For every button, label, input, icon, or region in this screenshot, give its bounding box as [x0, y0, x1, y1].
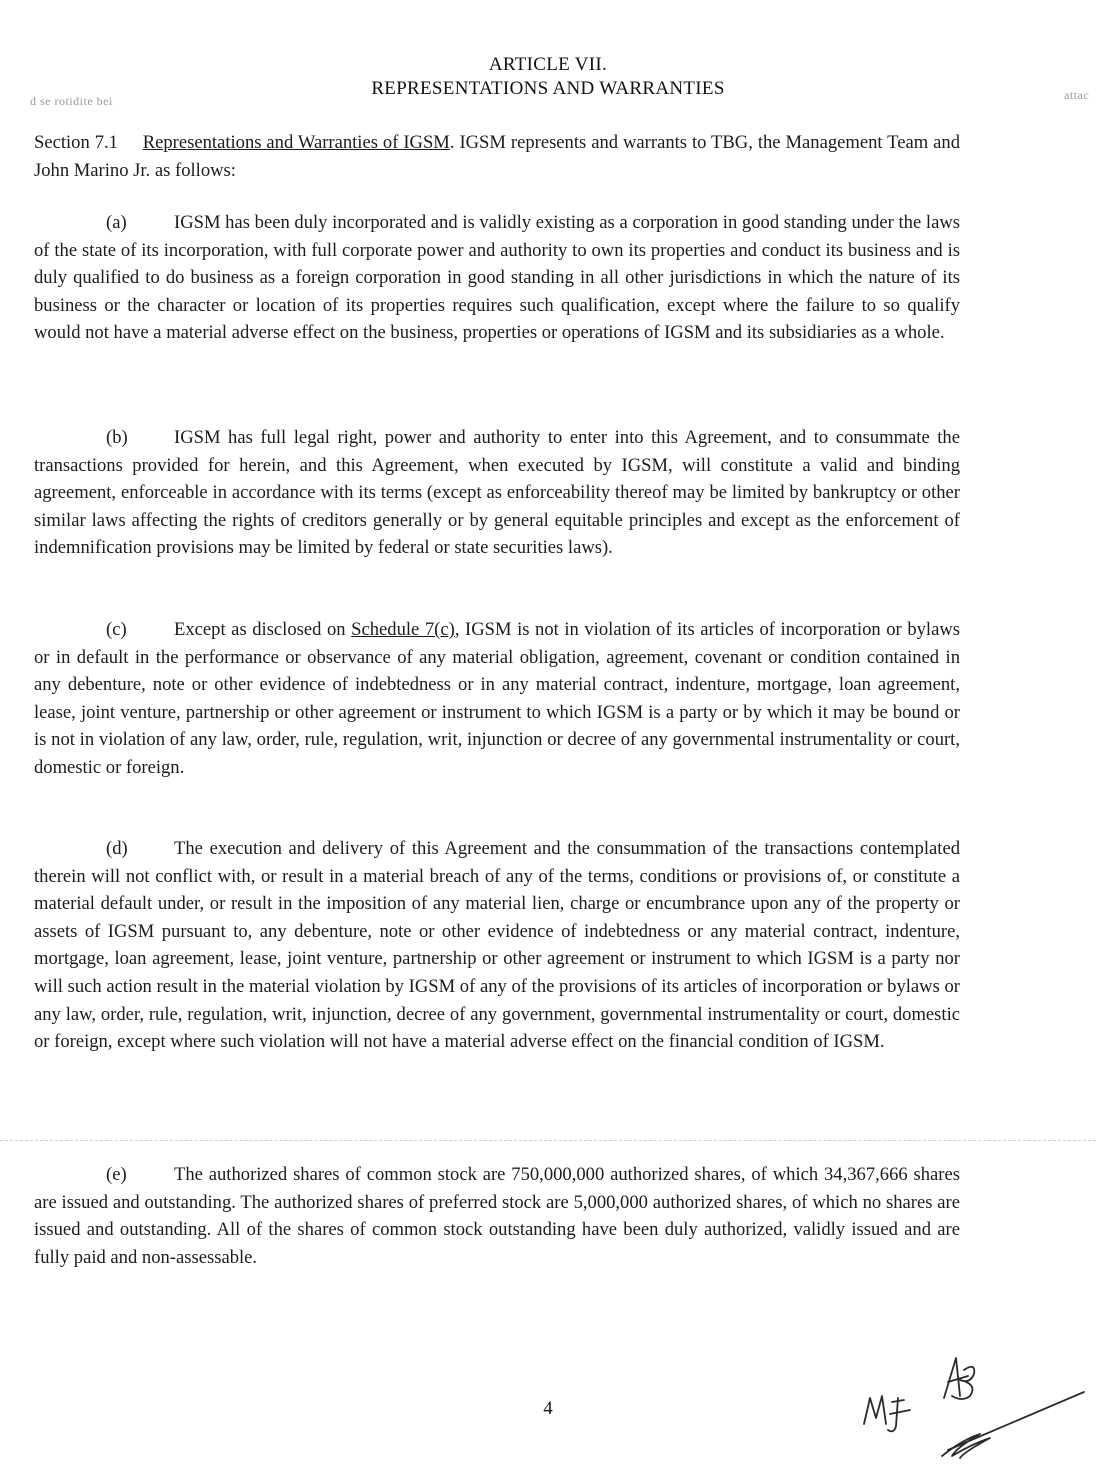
- paragraph-label: (c): [106, 619, 127, 640]
- initials-stroke: [952, 1367, 974, 1399]
- scan-artifact-line: [0, 1140, 1096, 1141]
- paragraph-text: Except as disclosed on: [174, 619, 352, 640]
- section-title: Representations and Warranties of IGSM: [142, 132, 450, 153]
- paragraph-e: [34, 1161, 960, 1271]
- initials-stroke: [944, 1358, 960, 1398]
- paragraph-c: [34, 616, 960, 782]
- margin-note-left: d se rotidite bei: [30, 94, 113, 108]
- section-intro: [34, 129, 960, 184]
- paragraph-text: The authorized shares of common stock are 750,000,000 authorized shares, of which 34,367,666 shares are issued and outstanding. The authorized shares of preferred stock are 5,000,000 authorized shares, of which no shares are issued and outstanding. All of the shares of common stock outstanding have been duly authorized, validly issued and are fully paid and non-assessable.: [34, 1164, 960, 1268]
- paragraph-label: (a): [106, 212, 127, 233]
- article-heading: ARTICLE VII.: [488, 54, 608, 75]
- signature-flourish: [942, 1434, 990, 1458]
- section-intro-text: . IGSM represents and warrants to TBG, the Management Team and John Marino Jr. as follows:: [34, 132, 960, 181]
- initials-stroke: [864, 1396, 886, 1424]
- paragraph-d: [34, 835, 960, 1056]
- article-subheading: REPRESENTATIONS AND WARRANTIES: [371, 78, 725, 99]
- paragraph-text: IGSM has full legal right, power and authority to enter into this Agreement, and to consummate the transactions provided for herein, and this Agreement, when executed by IGSM, will constitute a valid and binding agreement, enforceable in accordance with its terms (except as enforceability thereof may be limited by bankruptcy or other similar laws affecting the rights of creditors generally or by general equitable principles and except as the enforcement of indemnification provisions may be limited by federal or state securities laws).: [34, 427, 960, 559]
- paragraph-b: [34, 424, 960, 562]
- schedule-reference: Schedule 7(c): [351, 619, 455, 640]
- paragraph-label: (d): [106, 838, 128, 859]
- paragraph-text: The execution and delivery of this Agreement and the consummation of the transactions contemplated therein will not conflict with, or result in a material breach of any of the terms, conditions or provisions of, or constitute a material default under, or result in the imposition of any material lien, charge or encumbrance upon any of the property or assets of IGSM pursuant to, any debenture, note or other evidence of indebtedness or any material contract, indenture, mortgage, loan agreement, lease, joint venture, partnership or other agreement or instrument to which IGSM is a party nor will such action result in the material violation by IGSM of any of the provisions of its articles of incorporation or bylaws or any law, order, rule, regulation, writ, injunction, decree of any government, governmental instrumentality or court, domestic or foreign, except where such violation will not have a material adverse effect on the financial condition of IGSM.: [34, 838, 960, 1053]
- margin-note-right: attac: [1064, 88, 1090, 102]
- paragraph-a: [34, 209, 960, 347]
- section-number: Section 7.1: [34, 132, 118, 153]
- paragraph-text-continued: , IGSM is not in violation of its articles of incorporation or bylaws or in default in the performance or observance of any material obligation, agreement, covenant or condition contained in any debenture, note or other evidence of indebtedness or in any material contract, indenture, mortgage, loan agreement, lease, joint venture, partnership or other agreement or instrument to which IGSM is a party or by which it may be bound or is not in violation of any law, order, rule, regulation, writ, injunction or decree of any governmental instrumentality or court, domestic or foreign.: [34, 619, 960, 778]
- initials-stroke: [890, 1410, 910, 1414]
- page-number: 4: [543, 1398, 553, 1419]
- paragraph-text: IGSM has been duly incorporated and is validly existing as a corporation in good standing under the laws of the state of its incorporation, with full corporate power and authority to own its properties and conduct its business and is duly qualified to do business as a foreign corporation in good standing in all other jurisdictions in which the nature of its business or the character or location of its properties requires such qualification, except where the failure to so qualify would not have a material adverse effect on the business, properties or operations of IGSM and its subsidiaries as a whole.: [34, 212, 960, 344]
- paragraph-label: (b): [106, 427, 128, 448]
- handwritten-initials: [852, 1340, 1092, 1464]
- paragraph-label: (e): [106, 1164, 127, 1185]
